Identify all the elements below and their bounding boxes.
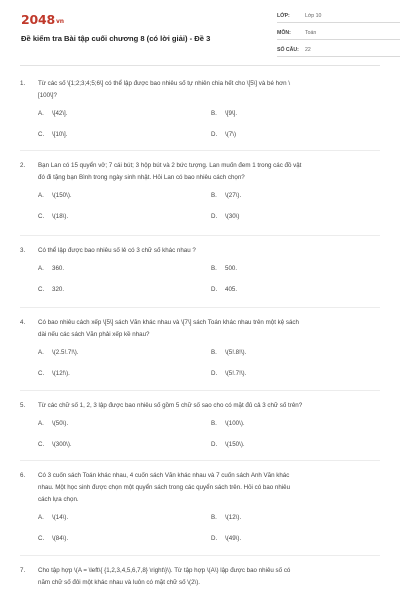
- question-text-line: [20, 470, 380, 482]
- question-number: 6.: [20, 472, 26, 479]
- option-text: 360.: [52, 265, 65, 272]
- question-number: 4.: [20, 319, 26, 326]
- question-6: [20, 470, 380, 548]
- option-text: \[9\].: [225, 110, 238, 117]
- question-number: 7.: [20, 567, 26, 574]
- answer-option[interactable]: [38, 190, 72, 202]
- option-text: \(5!.7!\).: [225, 370, 247, 377]
- question-text: năm chữ số đôi một khác nhau và luôn có mặt chữ số \(2\).: [38, 579, 201, 586]
- option-letter: B.: [211, 110, 217, 117]
- meta-question-count: SỐ CÂU: 22: [277, 44, 400, 57]
- question-text-line: [20, 172, 380, 184]
- question-4: [20, 317, 380, 383]
- answer-option[interactable]: [211, 418, 245, 430]
- question-text: Cho tập hợp \(A = \left\{ {1,2,3,4,5,6,7,8} \right\}\). Từ tập hợp \(A\) lập được bao nhiêu số có: [38, 567, 291, 574]
- option-text: \(18\).: [52, 213, 69, 220]
- question-text-line: [20, 90, 380, 102]
- question-text: [100\]?: [38, 92, 57, 99]
- question-text-line: [20, 494, 380, 506]
- question-number: [20, 577, 38, 589]
- answer-option[interactable]: [38, 129, 67, 141]
- option-letter: C.: [38, 441, 45, 448]
- answer-option[interactable]: [38, 211, 68, 223]
- option-text: \(7\): [225, 131, 237, 138]
- option-letter: B.: [211, 420, 217, 427]
- question-number: [20, 172, 38, 184]
- option-letter: D.: [211, 131, 218, 138]
- option-text: 320.: [52, 286, 65, 293]
- option-text: 500.: [225, 265, 238, 272]
- answer-option[interactable]: [211, 108, 237, 120]
- option-text: \(12\).: [225, 514, 242, 521]
- option-text: \(5!.8!\).: [225, 349, 247, 356]
- answer-options: [20, 512, 380, 548]
- header: [20, 0, 380, 66]
- option-letter: C.: [38, 370, 45, 377]
- question-divider: [20, 460, 380, 461]
- option-letter: A.: [38, 192, 44, 199]
- answer-option[interactable]: [38, 108, 67, 120]
- option-letter: B.: [211, 192, 217, 199]
- option-text: \(12!\).: [52, 370, 70, 377]
- question-text-line: [20, 78, 380, 90]
- answer-option[interactable]: [211, 284, 237, 296]
- answer-option[interactable]: [38, 263, 64, 275]
- question-number: 1.: [20, 80, 26, 87]
- answer-option[interactable]: [38, 512, 68, 524]
- option-text: \(2.5!.7!\).: [52, 349, 79, 356]
- answer-option[interactable]: [211, 533, 241, 545]
- question-text-line: [20, 317, 380, 329]
- question-5: [20, 400, 380, 454]
- option-text: \(49\).: [225, 535, 242, 542]
- answer-options: [20, 347, 380, 383]
- answer-option[interactable]: [211, 439, 245, 451]
- option-text: \(150\).: [52, 192, 72, 199]
- question-number: 3.: [20, 247, 26, 254]
- option-letter: D.: [211, 535, 218, 542]
- question-divider: [20, 555, 380, 556]
- option-letter: B.: [211, 514, 217, 521]
- question-text: Từ các chữ số 1, 2, 3 lập được bao nhiêu số gồm 5 chữ số sao cho có mặt đủ cả 3 chữ số trên?: [38, 402, 303, 409]
- answer-option[interactable]: [38, 533, 68, 545]
- answer-option[interactable]: [211, 347, 246, 359]
- option-letter: C.: [38, 535, 45, 542]
- exam-meta: [277, 10, 400, 61]
- answer-option[interactable]: [211, 211, 239, 223]
- option-text: \(150\).: [225, 441, 245, 448]
- question-text-line: [20, 565, 380, 577]
- option-letter: A.: [38, 110, 44, 117]
- question-text: cách lựa chọn.: [38, 496, 79, 503]
- option-letter: D.: [211, 213, 218, 220]
- answer-option[interactable]: [211, 129, 236, 141]
- option-text: \(50\).: [52, 420, 69, 427]
- option-text: \(30\): [225, 213, 240, 220]
- document-title: Đề kiểm tra Bài tập cuối chương 8 (có lời giải) - Đề 3: [21, 34, 211, 43]
- answer-option[interactable]: [38, 368, 70, 380]
- question-divider: [20, 150, 380, 151]
- question-number: [20, 329, 38, 341]
- question-text-line: [20, 400, 380, 412]
- question-text: Có 3 cuốn sách Toán khác nhau, 4 cuốn sách Văn khác nhau và 7 cuốn sách Anh Văn khác: [38, 472, 290, 479]
- answer-option[interactable]: [38, 347, 78, 359]
- option-letter: C.: [38, 286, 45, 293]
- question-text: nhau. Một học sinh được chọn một quyển sách trong các quyển sách trên. Hỏi có bao nhiêu: [38, 484, 291, 491]
- answer-option[interactable]: [38, 439, 72, 451]
- question-number: [20, 494, 38, 506]
- question-divider: [20, 390, 380, 391]
- question-divider: [20, 235, 380, 236]
- question-text: Có bao nhiêu cách xếp \[5\] sách Văn khác nhau và \[7\] sách Toán khác nhau trên một kệ sách: [38, 319, 299, 326]
- option-letter: A.: [38, 265, 44, 272]
- answer-option[interactable]: [38, 418, 68, 430]
- option-letter: A.: [38, 420, 44, 427]
- question-text: Có thể lập được bao nhiêu số lẻ có 3 chữ số khác nhau ?: [38, 247, 196, 254]
- question-text-line: [20, 245, 380, 257]
- option-text: \(84\).: [52, 535, 69, 542]
- option-letter: D.: [211, 286, 218, 293]
- option-text: \[42\].: [52, 110, 68, 117]
- option-text: \(300\).: [52, 441, 72, 448]
- question-text-line: [20, 329, 380, 341]
- site-logo[interactable]: 2048vn: [21, 12, 64, 27]
- option-letter: C.: [38, 213, 45, 220]
- answer-options: [20, 108, 380, 144]
- option-text: \(27\).: [225, 192, 242, 199]
- answer-option[interactable]: [211, 190, 241, 202]
- question-text: dài nếu các sách Văn phải xếp kề nhau?: [38, 331, 150, 338]
- option-letter: D.: [211, 370, 218, 377]
- question-text: Bạn Lan có 15 quyển vở; 7 cái bút; 3 hộp bút và 2 bức tượng. Lan muốn đem 1 trong các đồ vật: [38, 162, 302, 169]
- option-letter: C.: [38, 131, 45, 138]
- question-text: đó đi tặng bạn Bình trong ngày sinh nhật. Hỏi Lan có bao nhiêu cách chọn?: [38, 174, 245, 181]
- question-text-line: [20, 577, 380, 589]
- answer-option[interactable]: [211, 512, 241, 524]
- option-letter: A.: [38, 349, 44, 356]
- question-text: Từ các số \[1;2;3;4;5;6\] có thể lập được bao nhiêu số tự nhiên chia hết cho \[5\] và bé hơn \: [38, 80, 291, 87]
- option-letter: B.: [211, 265, 217, 272]
- answer-options: [20, 190, 380, 226]
- meta-subject: MÔN: Toán: [277, 27, 400, 40]
- question-7: [20, 565, 380, 589]
- answer-options: [20, 418, 380, 454]
- option-letter: A.: [38, 514, 44, 521]
- question-text-line: [20, 160, 380, 172]
- question-text-line: [20, 482, 380, 494]
- question-3: [20, 245, 380, 299]
- question-1: [20, 78, 380, 144]
- answer-options: [20, 263, 380, 299]
- question-number: 5.: [20, 402, 26, 409]
- option-text: \(100\).: [225, 420, 245, 427]
- question-divider: [20, 307, 380, 308]
- question-number: [20, 90, 38, 102]
- answer-option[interactable]: [211, 368, 246, 380]
- answer-option[interactable]: [211, 263, 237, 275]
- option-text: 405.: [225, 286, 238, 293]
- question-2: [20, 160, 380, 226]
- option-text: \(14\).: [52, 514, 69, 521]
- option-letter: B.: [211, 349, 217, 356]
- question-number: [20, 482, 38, 494]
- meta-class: LỚP: Lớp 10: [277, 10, 400, 23]
- answer-option[interactable]: [38, 284, 64, 296]
- option-text: \[10\].: [52, 131, 68, 138]
- option-letter: D.: [211, 441, 218, 448]
- question-number: 2.: [20, 162, 26, 169]
